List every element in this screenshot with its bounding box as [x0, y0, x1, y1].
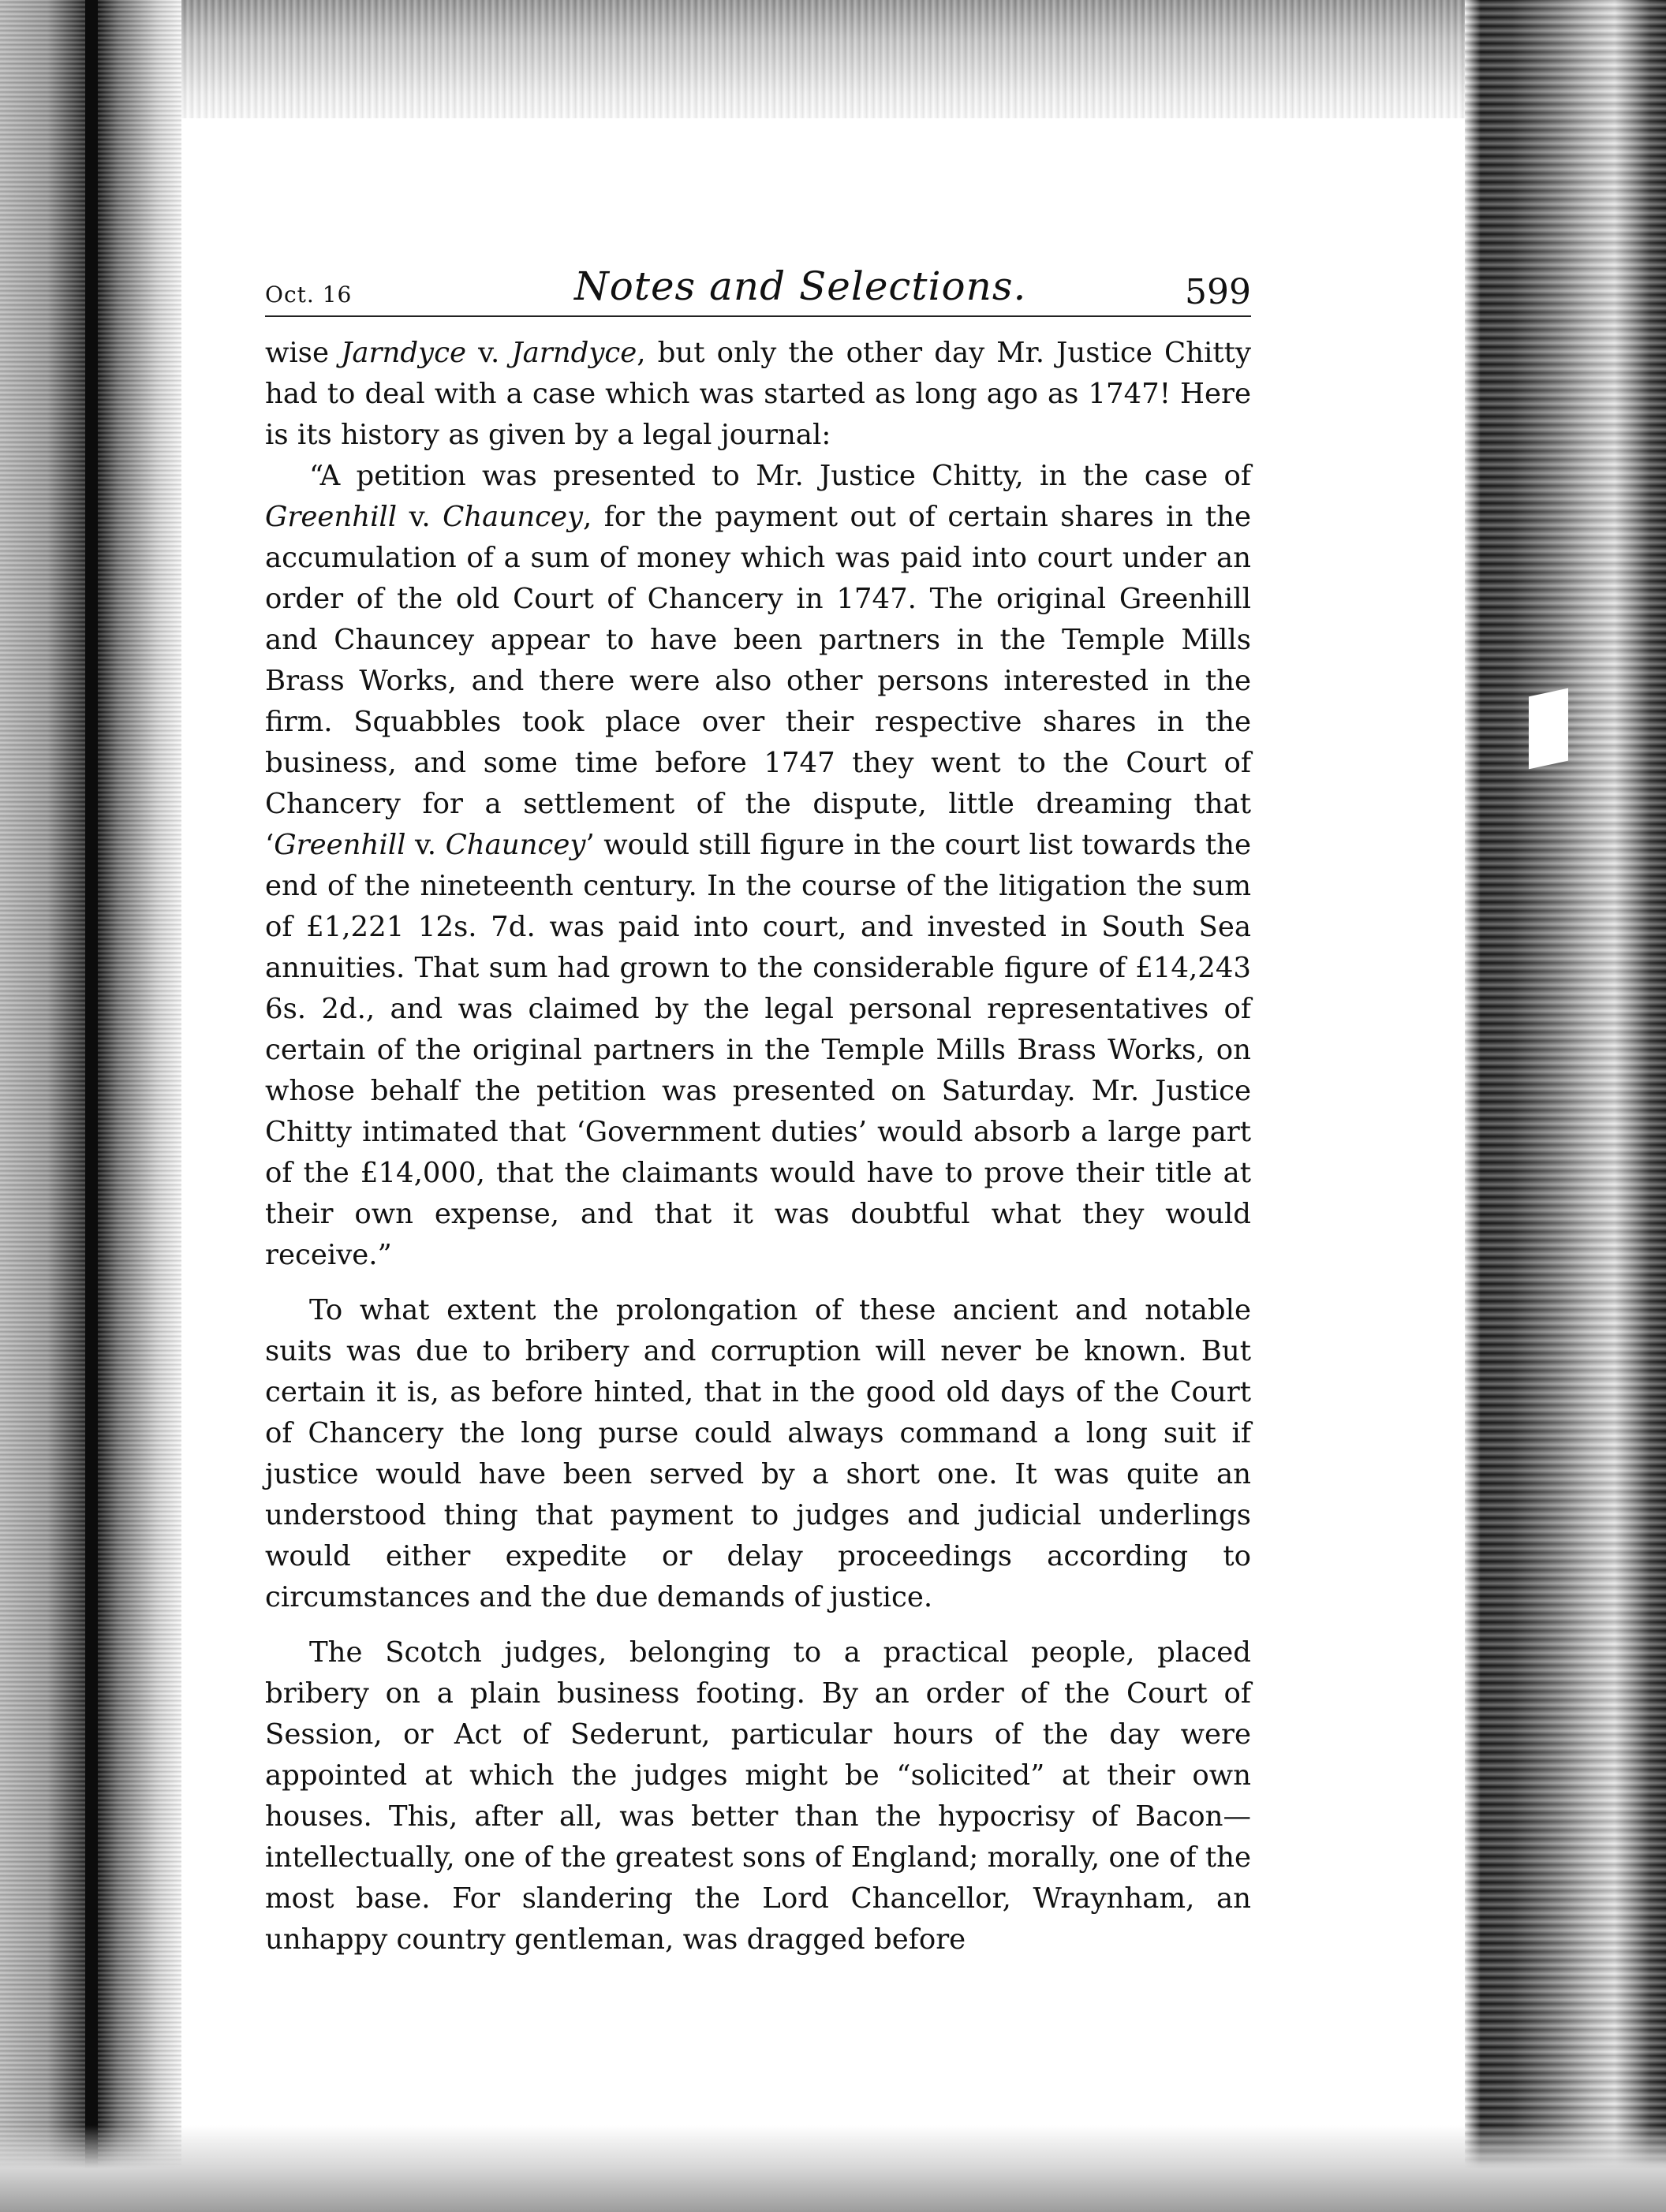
paragraph-1-versus: v.	[466, 337, 512, 369]
running-head-title: Notes and Selections.	[574, 263, 1027, 309]
paragraph-2-versus: v.	[397, 501, 443, 533]
case-name-chauncey: Chauncey	[443, 501, 584, 533]
scan-right-gutter	[1465, 0, 1666, 2212]
paragraph-1-text-c: , but only the other day Mr. Justice Chitty had to deal with a case which was started as long ago as 1747! Here is its history as given by a legal journal:	[265, 337, 1251, 451]
case-name-greenhill-2: Greenhill	[274, 829, 406, 861]
book-page	[265, 252, 1251, 1960]
paragraph-1-text-a: wise	[265, 337, 342, 369]
paragraph-bribery: To what extent the prolongation of these ancient and notable suits was due to bribery and corruption will never be known. But certain it is, as before hinted, that in the good old days of the Court of Chancery the long purse could always command a long suit if justice would have been served by a short one. It was quite an understood thing that payment to judges and judicial underlings would either expedite or delay proceedings according to circumstances and the due demands of justice.	[265, 1294, 1251, 1613]
scan-top-edge	[0, 0, 1666, 118]
body-text	[265, 333, 1251, 1960]
scan-bottom-edge	[0, 2125, 1666, 2212]
case-name-jarndyce: Jarndyce	[341, 337, 466, 369]
case-name-chauncey-2: Chauncey	[445, 829, 586, 861]
scan-paper-tear	[1529, 688, 1568, 770]
case-name-jarndyce-2: Jarndyce	[511, 337, 637, 369]
case-name-greenhill: Greenhill	[265, 501, 398, 533]
paragraph-2-text-a: “A petition was presented to Mr. Justice Chitty, in the case of	[309, 460, 1251, 492]
paragraph-continuation	[265, 333, 1251, 456]
scan-spine-shadow	[85, 0, 98, 2212]
running-head	[265, 252, 1251, 317]
page-number: 599	[1185, 272, 1251, 312]
paragraph-scotch-judges: The Scotch judges, belonging to a practical people, placed bribery on a plain business footing. By an order of the Court of Session, or Act of Sederunt, particular hours of the day were appointed at which the judges might be “solicited” at their own houses. This, after all, was better than the hypocrisy of Bacon—intellectually, one of the greatest sons of England; morally, one of the most base. For slandering the Lord Chancellor, Wraynham, an unhappy country gentleman, was dragged before	[265, 1636, 1251, 1956]
paragraph-2-text-c: , for the payment out of certain shares in the accumulation of a sum of money which was paid into court under an order of the old Court of Chancery in 1747. The original Greenhill and Chauncey appear to have been partners in the Temple Mills Brass Works, and there were also other persons interested in the firm. Squabbles took place over their respective shares in the business, and some time before 1747 they went to the Court of Chancery for a settlement of the dispute, little dreaming that ‘	[265, 501, 1251, 861]
running-head-date: Oct. 16	[265, 282, 353, 308]
paragraph-2-text-e: ’ would still figure in the court list towards the end of the nineteenth century. In the course of the litigation the sum of £1,221 12s. 7d. was paid into court, and invested in South Sea annuities. That sum had grown to the considerable figure of £14,243 6s. 2d., and was claimed by the legal personal representatives of certain of the original partners in the Temple Mills Brass Works, on whose behalf the petition was presented on Saturday. Mr. Justice Chitty intimated that ‘Government duties’ would absorb a large part of the £14,000, that the claimants would have to prove their title at their own expense, and that it was doubtful what they would receive.”	[265, 829, 1251, 1271]
paragraph-2-versus-2: v.	[405, 829, 446, 861]
quoted-petition-paragraph	[265, 456, 1251, 1276]
